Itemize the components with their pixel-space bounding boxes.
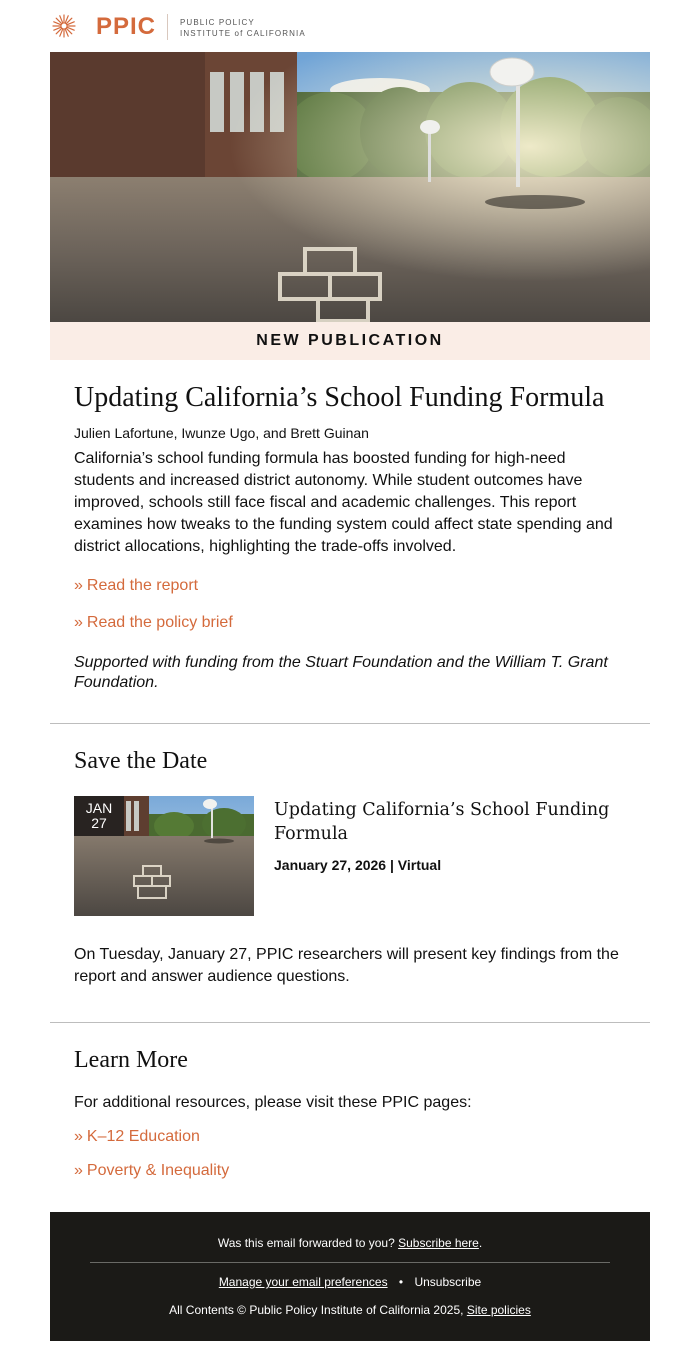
k12-education-label: K–12 Education — [86, 1128, 200, 1145]
forwarded-line — [50, 1236, 650, 1250]
schoolyard-photo — [50, 52, 650, 322]
forwarded-period: . — [478, 1236, 483, 1250]
poverty-inequality-label: Poverty & Inequality — [86, 1162, 230, 1179]
poverty-inequality-link[interactable] — [74, 1162, 229, 1180]
manage-preferences-link[interactable]: Manage your email preferences — [218, 1275, 388, 1289]
badge-month: JAN — [85, 800, 113, 816]
event-date-location: January 27, 2026 | Virtual — [274, 857, 442, 873]
chevron-icon: » — [74, 1162, 83, 1179]
read-report-link[interactable] — [74, 577, 198, 595]
read-policy-brief-label: Read the policy brief — [86, 614, 233, 631]
read-report-label: Read the report — [86, 577, 199, 594]
save-the-date-heading: Save the Date — [74, 748, 208, 774]
section-divider — [50, 723, 650, 724]
bullet-separator: • — [398, 1275, 404, 1289]
event-date-badge — [74, 796, 124, 836]
learn-more-intro: For additional resources, please visit these PPIC pages: — [74, 1094, 472, 1111]
learn-more-heading: Learn More — [74, 1047, 188, 1073]
funding-note: Supported with funding from the Stuart Foundation and the William T. Grant Foundation. — [74, 654, 608, 691]
new-publication-banner: NEW PUBLICATION — [50, 322, 650, 360]
chevron-icon: » — [74, 614, 83, 631]
hero-image — [50, 52, 650, 322]
publication-summary: California’s school funding formula has boosted funding for high-need students and increased district autonomy. While student outcomes have improved, schools still face fiscal and academic challenges. This report examines how tweaks to the funding system could affect state spending and district allocations, highlighting the trade-offs involved. — [74, 450, 613, 555]
section-divider — [50, 1022, 650, 1023]
copyright-text: All Contents © Public Policy Institute of California 2025, — [169, 1303, 464, 1317]
subscribe-link[interactable]: Subscribe here — [398, 1236, 479, 1250]
event-title[interactable]: Updating California’s School Funding Formula — [274, 800, 610, 844]
email-footer — [50, 1212, 650, 1341]
footer-divider — [90, 1262, 610, 1263]
publication-title: Updating California’s School Funding Formula — [74, 382, 605, 413]
chevron-icon: » — [74, 577, 83, 594]
copyright-line — [50, 1303, 650, 1317]
org-name-line2: INSTITUTE of CALIFORNIA — [180, 29, 306, 38]
chevron-icon: » — [74, 1128, 83, 1145]
site-policies-link[interactable]: Site policies — [466, 1303, 531, 1317]
brand-logo-text: PPIC — [96, 13, 157, 40]
preferences-line — [50, 1275, 650, 1289]
email-header — [50, 0, 650, 52]
logo-divider — [167, 14, 168, 40]
unsubscribe-link[interactable]: Unsubscribe — [414, 1275, 482, 1289]
badge-day: 27 — [91, 815, 107, 831]
event-description: On Tuesday, January 27, PPIC researchers will present key findings from the report and answer audience questions. — [74, 946, 619, 985]
read-policy-brief-link[interactable] — [74, 614, 233, 632]
starburst-icon — [52, 14, 76, 38]
forwarded-text: Was this email forwarded to you? — [217, 1236, 395, 1250]
publication-authors: Julien Lafortune, Iwunze Ugo, and Brett Guinan — [74, 425, 369, 441]
k12-education-link[interactable] — [74, 1128, 200, 1146]
org-name-line1: PUBLIC POLICY — [180, 18, 255, 27]
